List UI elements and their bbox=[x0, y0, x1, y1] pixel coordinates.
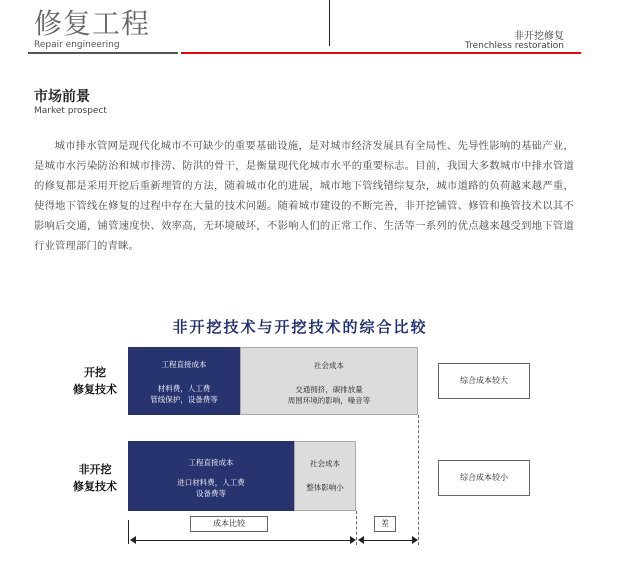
bracket-left-tick bbox=[128, 520, 129, 544]
row2-label-line2: 修复技术 bbox=[73, 480, 117, 493]
row2-social-cost-box bbox=[294, 441, 356, 511]
row2-label bbox=[60, 461, 130, 495]
bracket-mid-dash bbox=[356, 511, 357, 545]
bracket-right-dash bbox=[418, 415, 419, 545]
page-title: 修复工程 bbox=[34, 7, 151, 40]
header-rule-red bbox=[181, 52, 581, 54]
section-subtitle: Market prospect bbox=[34, 106, 107, 116]
row1-social-head: 社会成本 bbox=[314, 361, 344, 370]
row2-social-line1: 整体影响小 bbox=[306, 483, 344, 492]
header-right-title: 非开挖修复 bbox=[514, 31, 564, 42]
row1-result-box: 综合成本较大 bbox=[438, 363, 530, 399]
row1-social-line1: 交通拥挤，碳排放量 bbox=[295, 385, 363, 394]
cost-compare-line bbox=[134, 540, 352, 541]
cost-compare-label: 成本比较 bbox=[190, 516, 268, 532]
row1-direct-cost-box bbox=[128, 347, 240, 415]
row2-direct-line1: 进口材料费，人工费 bbox=[177, 478, 245, 487]
difference-label: 差 bbox=[374, 516, 396, 532]
row1-label-line1: 开挖 bbox=[84, 366, 106, 379]
header-rule-grey bbox=[28, 52, 178, 54]
section-paragraph: 城市排水管网是现代化城市不可缺少的重要基础设施，是对城市经济发展具有全局性、先导性影响的基础产业，是城市水污染防治和城市排涝、防洪的骨干，是衡量现代化城市水平的重要标志。目前，我国大多数城市中排水管道的修复都是采用开挖后重新埋管的方法，随着城市化的进展，城市地下管线错综复杂，城市道路的负荷越来越严重，使得地下管线在修复的过程中存在大量的技术问题。随着城市建设的不断完善，非开挖铺管、修管和换管技术以其不影响后交通，铺管速度快、效率高，无环境破坏，不影响人们的正常工作、生活等一系列的优点越来越受到地下管道行业管理部门的青睐。 bbox=[34, 140, 574, 252]
row1-label-line2: 修复技术 bbox=[73, 383, 117, 396]
arrow-right-icon-2 bbox=[412, 536, 418, 544]
row1-direct-line1: 材料费，人工费 bbox=[157, 384, 211, 393]
row2-label-line1: 非开挖 bbox=[78, 463, 112, 476]
row1-direct-head: 工程直接成本 bbox=[161, 360, 207, 369]
arrow-right-icon bbox=[350, 536, 356, 544]
row2-direct-line2: 设备费等 bbox=[196, 489, 226, 498]
row1-direct-line2: 管线保护，设备费等 bbox=[150, 395, 218, 404]
diagram-title: 非开挖技术与开挖技术的综合比较 bbox=[172, 318, 428, 336]
header-right-subtitle: Trenchless restoration bbox=[464, 41, 564, 51]
row1-social-cost-box bbox=[240, 347, 418, 415]
row1-label bbox=[60, 364, 130, 398]
row1-social-line2: 周围环境的影响，噪音等 bbox=[287, 396, 371, 405]
row2-direct-cost-box bbox=[128, 441, 294, 511]
row2-result-box: 综合成本较小 bbox=[438, 460, 530, 496]
row2-direct-head: 工程直接成本 bbox=[188, 458, 234, 467]
difference-line bbox=[362, 540, 414, 541]
section-title: 市场前景 bbox=[34, 89, 90, 105]
row2-social-head: 社会成本 bbox=[310, 459, 340, 468]
page-subtitle: Repair engineering bbox=[34, 40, 120, 50]
header-divider bbox=[329, 0, 330, 46]
